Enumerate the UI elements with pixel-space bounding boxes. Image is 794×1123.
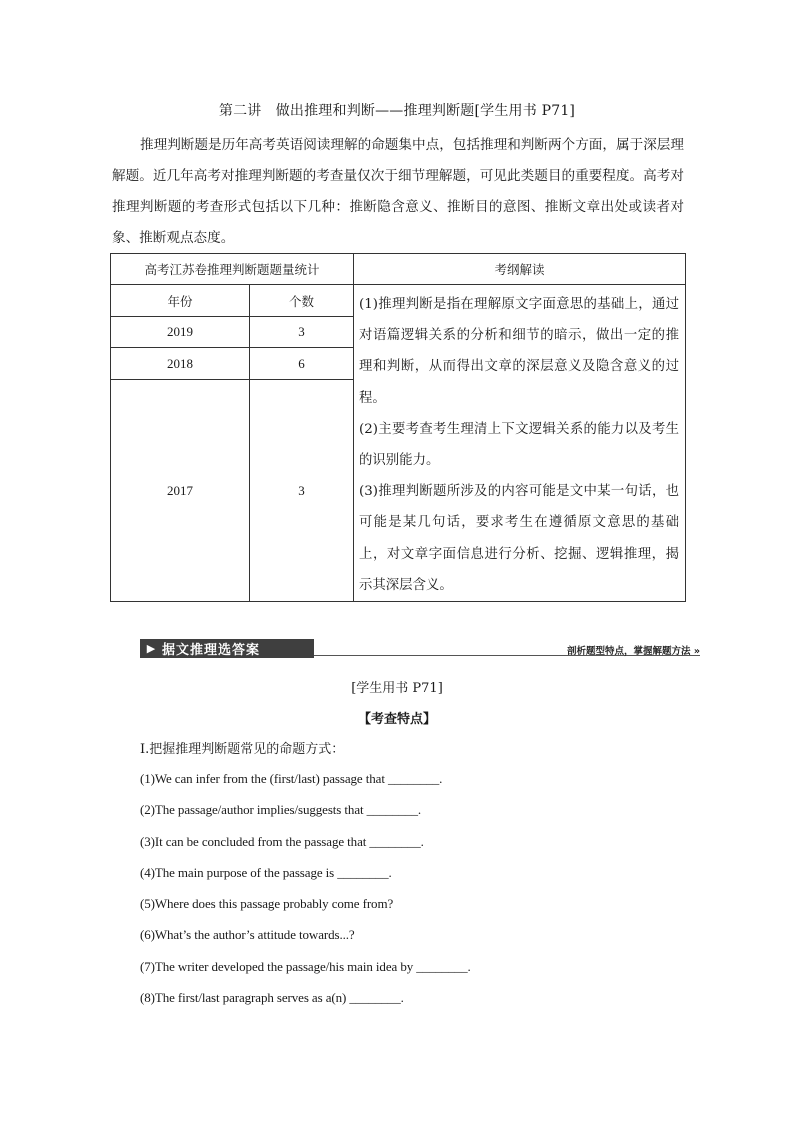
list-item: (1)We can infer from the (first/last) passage that ________. (140, 771, 443, 786)
section-heading: Ⅰ.把握推理判断题常见的命题方式： (140, 742, 345, 757)
exam-point: (2)主要考查考生理清上下文逻辑关系的能力以及考生的识别能力。 (359, 421, 680, 469)
intro-paragraph: 推理判断题是历年高考英语阅读理解的命题集中点，包括推理和判断两个方面，属于深层理解题。近几年高考对推理判断题的考查量仅次于细节理解题，可见此类题目的重要程度。高考对推理判断题的考查形式包括以下几种：推断隐含意义、推断目的意图、推断文章出处或读者对象、推断观点态度。 (112, 137, 684, 246)
subheading: 【考查特点】 (357, 712, 436, 727)
list-item: (4)The main purpose of the passage is ________. (140, 865, 392, 880)
list-item: (3)It can be concluded from the passage that ________. (140, 834, 424, 849)
col-count-header: 个数 (250, 285, 354, 317)
banner-box (140, 639, 314, 658)
year-cell: 2018 (111, 348, 250, 380)
stats-table (110, 253, 686, 602)
exam-header: 考纲解读 (354, 254, 686, 285)
year-cell: 2019 (111, 317, 250, 348)
exam-points (354, 285, 686, 602)
book-reference: [学生用书 P71] (351, 681, 443, 696)
exam-point: (3)推理判断题所涉及的内容可能是文中某一句话，也可能是某几句话，要求考生在遵循原文意思的基础上，对文章字面信息进行分析、挖掘、逻辑推理，揭示其深层含义。 (359, 484, 680, 593)
year-cell: 2017 (111, 380, 250, 602)
play-arrow-icon: ▶ (146, 642, 156, 655)
banner-title: 据文推理选答案 (162, 643, 261, 658)
list-item: (2)The passage/author implies/suggests that ________. (140, 802, 422, 817)
count-cell: 6 (250, 348, 354, 380)
page-title: 第二讲 做出推理和判断——推理判断题[学生用书 P71] (218, 103, 576, 119)
exam-point: (1)推理判断是指在理解原文字面意思的基础上，通过对语篇逻辑关系的分析和细节的暗示，做出一定的推理和判断，从而得出文章的深层意义及隐含意义的过程。 (359, 297, 680, 406)
list-item: (7)The writer developed the passage/his main idea by ________. (140, 959, 471, 974)
banner-tip: 剖析题型特点，掌握解题方法 » (567, 646, 700, 657)
col-year-header: 年份 (111, 285, 250, 317)
list-item: (5)Where does this passage probably come from? (140, 896, 394, 911)
count-cell: 3 (250, 317, 354, 348)
count-cell: 3 (250, 380, 354, 602)
list-item: (8)The first/last paragraph serves as a(n) ________. (140, 990, 404, 1005)
list-item: (6)What’s the author’s attitude towards...? (140, 927, 355, 942)
stats-header: 高考江苏卷推理判断题题量统计 (111, 254, 354, 285)
section-banner (140, 637, 700, 661)
